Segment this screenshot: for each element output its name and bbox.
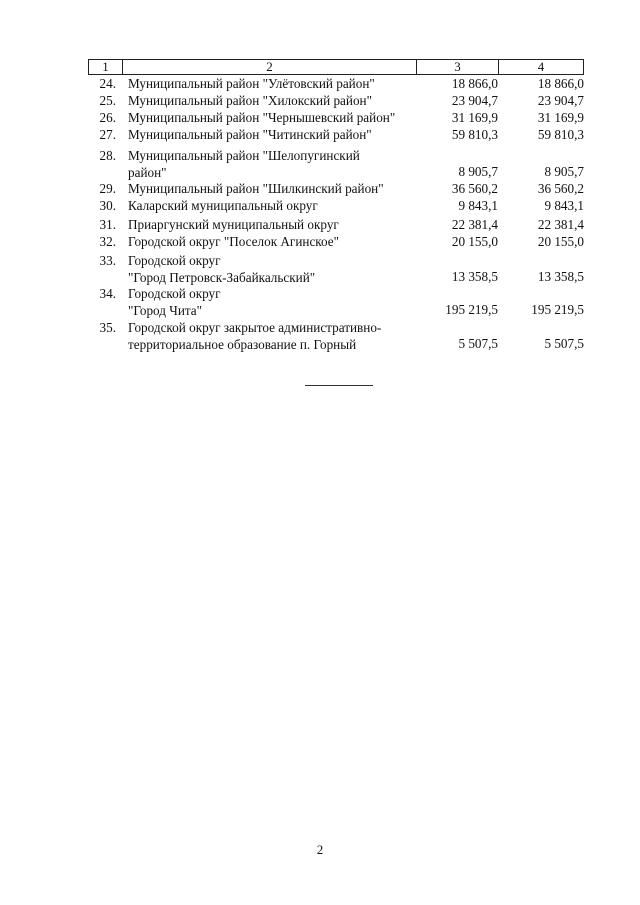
row-value-3: 59 810,3	[451, 127, 498, 142]
column-header-4: 4	[537, 59, 545, 74]
column-header-3: 3	[417, 60, 499, 74]
row-value-4: 31 169,9	[537, 110, 584, 125]
row-value-3: 9 843,1	[458, 198, 498, 213]
row-value-4: 5 507,5	[544, 336, 584, 351]
row-value-3: 195 219,5	[445, 302, 498, 317]
row-value-3: 22 381,4	[451, 217, 498, 232]
row-value-3: 20 155,0	[451, 234, 498, 249]
row-name: Городской округ "Город Чита"	[128, 286, 221, 318]
row-value-4: 13 358,5	[537, 269, 584, 284]
row-value-3: 13 358,5	[451, 269, 498, 284]
row-number: 29.	[99, 181, 116, 196]
row-value-3: 8 905,7	[458, 164, 498, 179]
row-number: 24.	[99, 76, 116, 91]
row-value-4: 195 219,5	[531, 302, 584, 317]
row-value-4: 20 155,0	[537, 234, 584, 249]
table-header	[88, 59, 584, 75]
row-number: 25.	[99, 93, 116, 108]
row-name: Муниципальный район "Улётовский район"	[128, 76, 375, 91]
row-value-3: 23 904,7	[451, 93, 498, 108]
column-header-1: 1	[89, 60, 123, 74]
row-value-4: 18 866,0	[537, 76, 584, 91]
row-name: Городской округ "Поселок Агинское"	[128, 234, 340, 249]
row-name: Муниципальный район "Читинский район"	[128, 127, 372, 142]
row-name: Муниципальный район "Шилкинский район"	[128, 181, 384, 196]
row-number: 27.	[99, 127, 116, 142]
row-number: 35.	[99, 320, 116, 335]
row-name: Городской округ "Город Петровск-Забайкальский"	[128, 253, 316, 285]
row-name: Приаргунский муниципальный округ	[128, 217, 339, 232]
row-value-3: 36 560,2	[451, 181, 498, 196]
row-number: 34.	[99, 286, 116, 301]
row-number: 31.	[99, 217, 116, 232]
row-number: 32.	[99, 234, 116, 249]
row-number: 26.	[99, 110, 116, 125]
row-name: Каларский муниципальный округ	[128, 198, 318, 213]
row-value-4: 9 843,1	[544, 198, 584, 213]
row-value-4: 23 904,7	[537, 93, 584, 108]
row-value-4: 36 560,2	[537, 181, 584, 196]
row-name: Муниципальный район "Хилокский район"	[128, 93, 372, 108]
row-value-3: 31 169,9	[451, 110, 498, 125]
row-number: 33.	[99, 253, 116, 268]
row-name: Муниципальный район "Шелопугинский район"	[128, 148, 360, 180]
row-number: 30.	[99, 198, 116, 213]
row-number: 28.	[99, 148, 116, 163]
row-value-4: 8 905,7	[544, 164, 584, 179]
end-of-table-divider	[305, 385, 373, 386]
row-value-3: 5 507,5	[458, 336, 498, 351]
column-header-2: 2	[123, 60, 417, 74]
row-value-3: 18 866,0	[451, 76, 498, 91]
row-value-4: 59 810,3	[537, 127, 584, 142]
row-name: Городской округ закрытое административно- территориальное образование п. Горный	[128, 320, 382, 352]
page-number: 2	[316, 842, 324, 857]
row-name: Муниципальный район "Чернышевский район"	[128, 110, 396, 125]
row-value-4: 22 381,4	[537, 217, 584, 232]
